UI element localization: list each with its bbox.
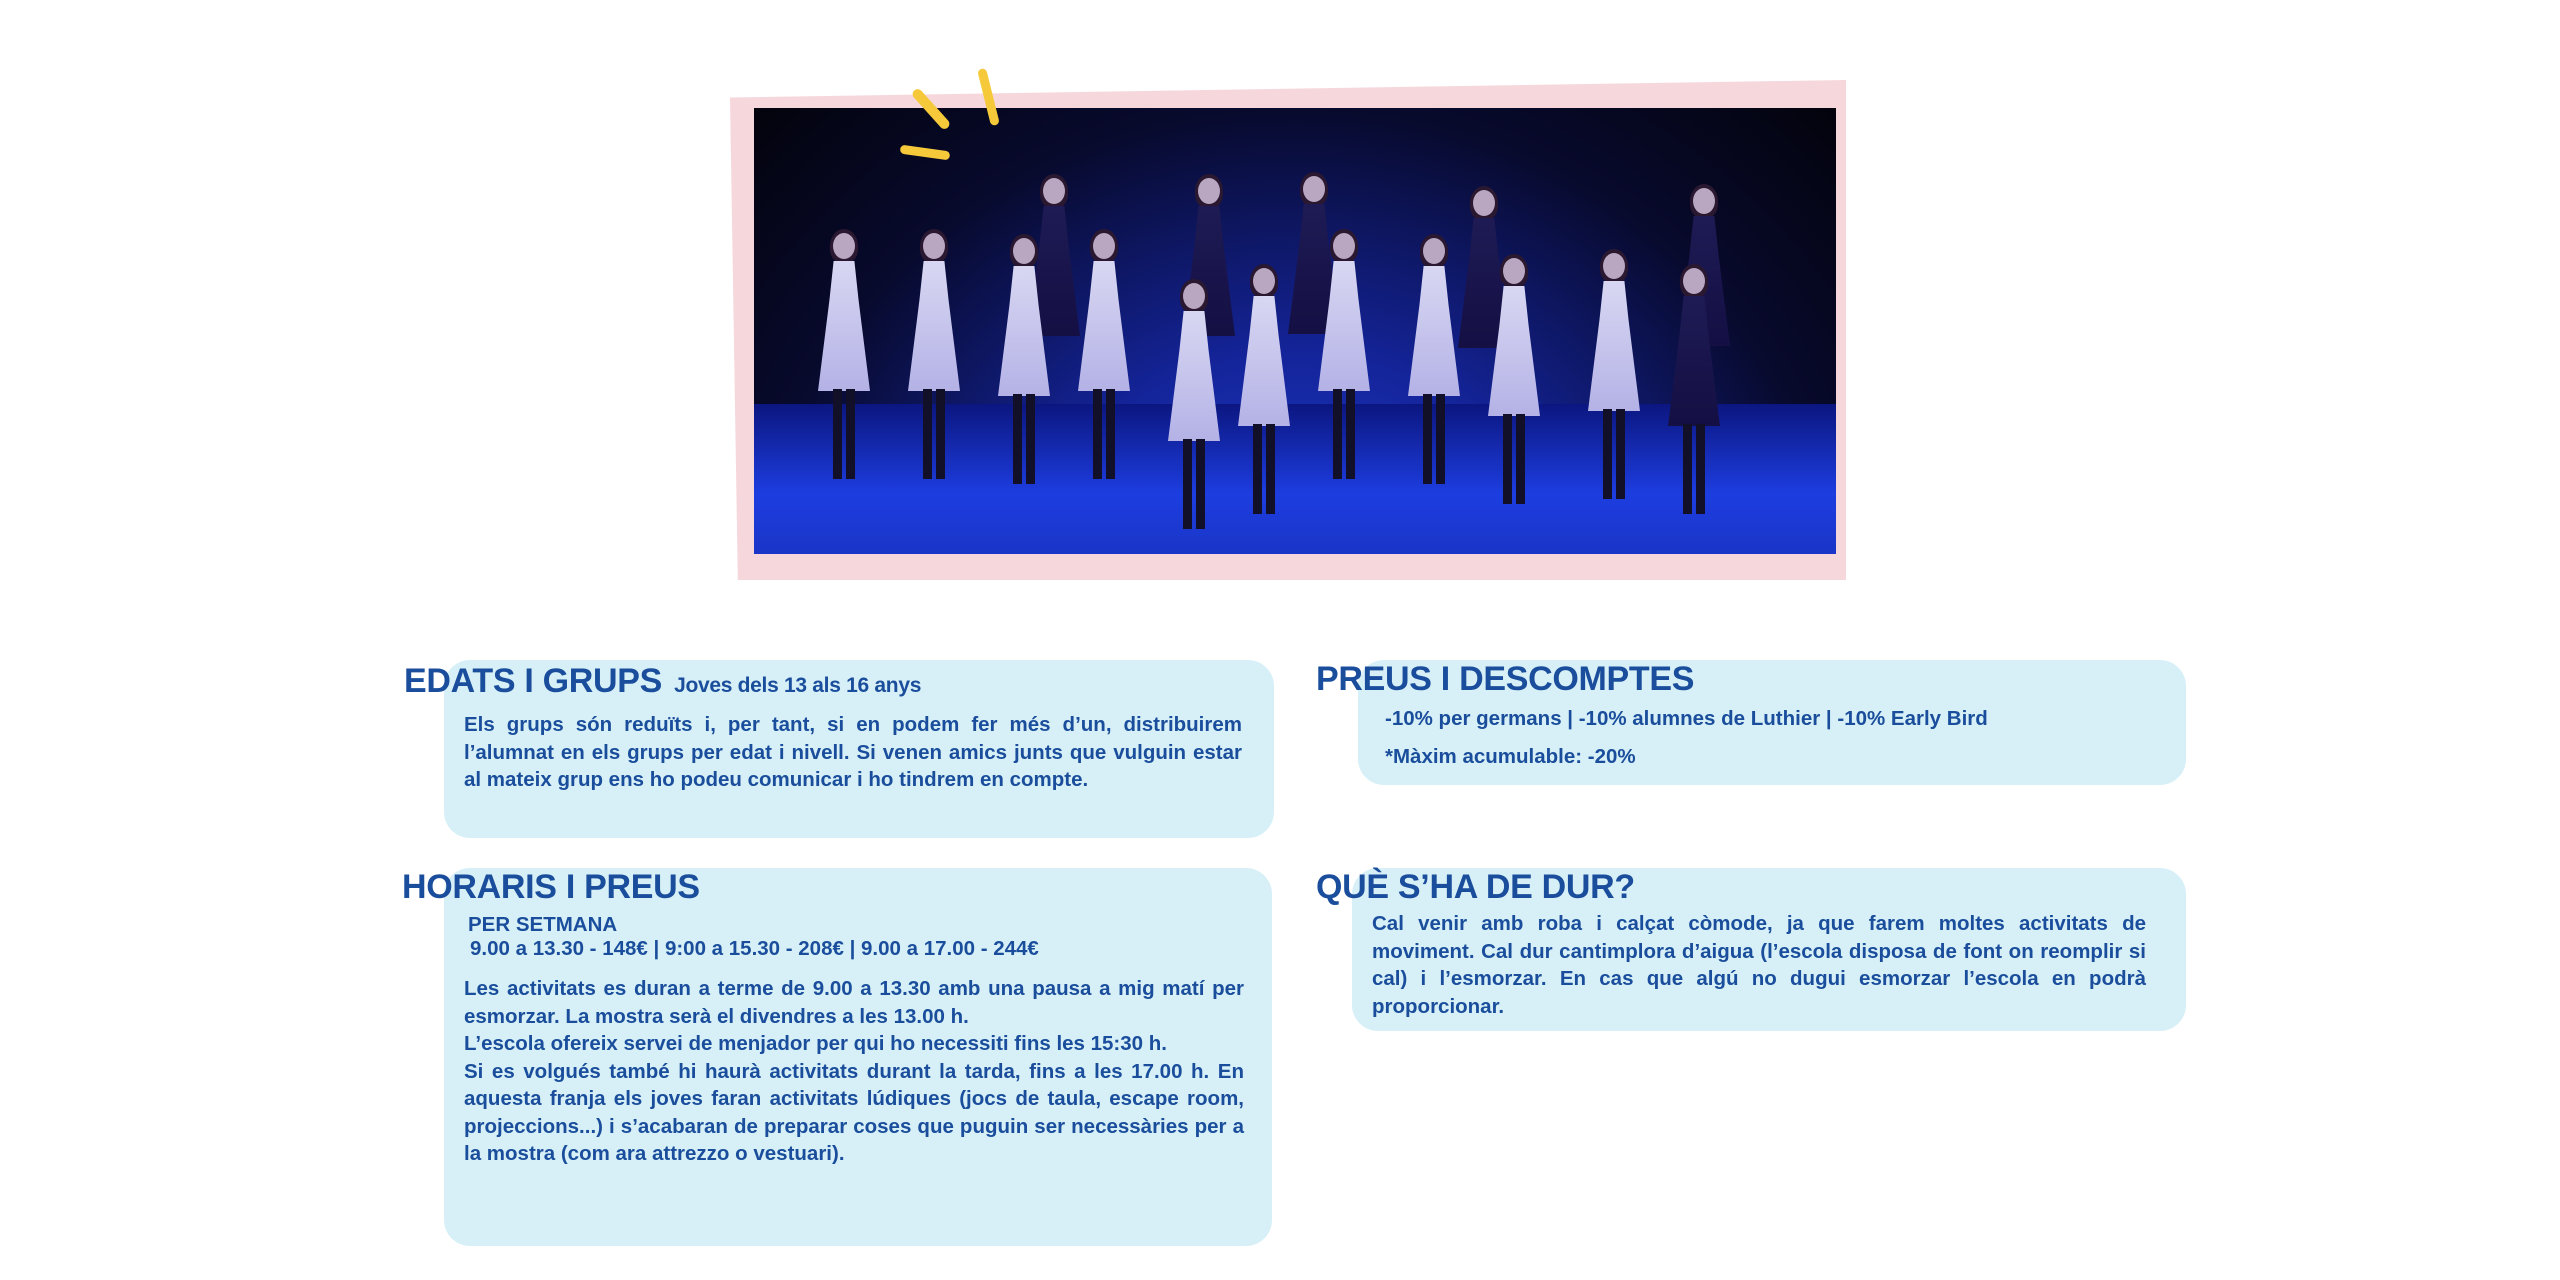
dance-photo: [754, 108, 1836, 554]
groups-title: [404, 662, 921, 701]
stage-floor: [754, 404, 1836, 554]
per-week-label: PER SETMANA: [468, 913, 618, 936]
schedule-body-2: L’escola ofereix servei de menjador per qui ho necessiti fins les 15:30 h.: [464, 1032, 1167, 1055]
bring-title: QUÈ S’HA DE DUR?: [1316, 868, 1635, 906]
schedule-body-3: Si es volgués també hi haurà activitats durant la tarda, fins a les 17.00 h. En aquesta franja els joves faran activitats lúdiques (jocs de taula, escape room, projeccions...) i s’acabaran de preparar coses que puguin ser necessàries per a la mostra (com ara attrezzo o vestuari).: [464, 1059, 1244, 1165]
discounts-text: -10% per germans | -10% alumnes de Luthier | -10% Early Bird: [1385, 707, 1988, 730]
prices-title: PREUS I DESCOMPTES: [1316, 660, 1695, 698]
schedule-body: [464, 975, 1244, 1168]
groups-subtitle: Joves dels 13 als 16 anys: [674, 674, 922, 697]
schedule-body-1: Les activitats es duran a terme de 9.00 a 13.30 amb una pausa a mig matí per esmorzar. La mostra serà el divendres a les 13.00 h.: [464, 977, 1244, 1028]
bring-body: Cal venir amb roba i calçat còmode, ja que farem moltes activitats de moviment. Cal dur cantimplora d’aigua (l’escola disposa de font on reomplir si cal) i l’esmorzar. En cas que algú no dugui esmorzar l’escola en podrà proporcionar.: [1372, 912, 2146, 1018]
max-discount-text: *Màxim acumulable: -20%: [1385, 745, 1636, 768]
groups-body: Els grups són reduïts i, per tant, si en podem fer més d’un, distribuirem l’alumnat en els grups per edat i nivell. Si venen amics junts que vulguin estar al mateix grup ens ho podeu comunicar i ho tindrem en compte.: [464, 713, 1242, 791]
weekly-rates: 9.00 a 13.30 - 148€ | 9:00 a 15.30 - 208€ | 9.00 a 17.00 - 244€: [470, 937, 1039, 960]
schedule-title: HORARIS I PREUS: [402, 868, 700, 906]
groups-title-text: EDATS I GRUPS: [404, 662, 663, 700]
